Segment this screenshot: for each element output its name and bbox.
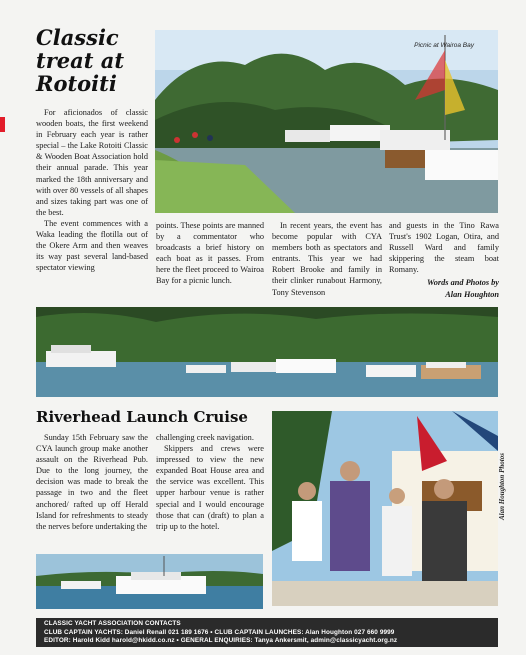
contacts-footer (36, 618, 498, 647)
article-2-paragraph-1: Sunday 15th February saw the CYA launch group make another assault on the Riverhead Pub. Due to the long journey, the decision was made to break the passage in two and the fleet anchored/ rafted up off Herald Island for refreshments to steady the nerves before undertaking the (36, 433, 148, 531)
article-2-column-1 (36, 432, 148, 532)
footer-editor: EDITOR: Harold Kidd harold@hkidd.co.nz • GENERAL ENQUIRIES: Tanya Ankersmit, admin@classicyacht.org.nz (44, 637, 398, 645)
intro-paragraph-2: The event commences with a Waka leading the flotilla out of the Okere Arm and then weaves its way past several land-based spectator viewing (36, 218, 148, 273)
intro-column (36, 107, 148, 273)
article-2-column-2 (156, 432, 264, 532)
footer-captains: CLUB CAPTAIN YACHTS: Daniel Renall 021 189 1676 • CLUB CAPTAIN LAUNCHES: Alan Houghton 027 660 9999 (44, 628, 395, 636)
column-4 (389, 220, 499, 300)
photo-crew-on-deck (272, 411, 498, 606)
photo-lake-parade (36, 307, 498, 397)
photo-credit (389, 277, 499, 299)
intro-paragraph-1: For aficionados of classic wooden boats, the first weekend in February each year is rather special – the Lake Rotoiti Classic & Wooden Boat Association hold their annual parade. This year marked the 18th anniversary and with over 80 vessels of all shapes and sizes taking part was one of the best. (36, 108, 148, 217)
title-line-3: Rotoiti (36, 71, 117, 96)
photo-caption: Picnic at Wairoa Bay (414, 42, 474, 49)
page-edge-marker (0, 117, 5, 132)
footer-heading: CLASSIC YACHT ASSOCIATION CONTACTS (44, 620, 181, 627)
column-4-text: and guests in the Tino Rawa Trust's 1902 Logan, Otira, and Russell Ward and family skippering the steam boat Romany. (389, 221, 499, 275)
column-2 (156, 220, 264, 287)
column-3-text: In recent years, the event has become popular with CYA members both as spectators and entrants. This year we had Robert Brooke and family in their clinker runabout Harmony, Tony Stevenson (272, 221, 382, 297)
photo-launch-cruise (36, 554, 263, 609)
side-photo-credit: Alan Houghton Photos (498, 453, 506, 520)
credit-line-2: Alan Houghton (445, 289, 499, 299)
title-line-1: Classic (36, 25, 119, 50)
article-2-title: Riverhead Launch Cruise (36, 408, 248, 426)
article-title (36, 26, 151, 95)
article-2-paragraph-3: Skippers and crews were impressed to view the new expanded Boat House area and the service was excellent. This upper harbour venue is rather special and I would encourage those that can (draft) to plan a trip up to the hotel. (156, 444, 264, 531)
article-2-paragraph-2: challenging creek navigation. (156, 433, 254, 442)
photo-wairoa-bay (155, 30, 498, 213)
column-3 (272, 220, 382, 298)
title-line-2: treat at (36, 48, 125, 73)
credit-line-1: Words and Photos by (427, 278, 499, 288)
column-2-text: points. These points are manned by a commentator who broadcasts a brief history on each boat as it passes. From here the fleet proceed to Wairoa Bay for a picnic lunch. (156, 221, 264, 286)
